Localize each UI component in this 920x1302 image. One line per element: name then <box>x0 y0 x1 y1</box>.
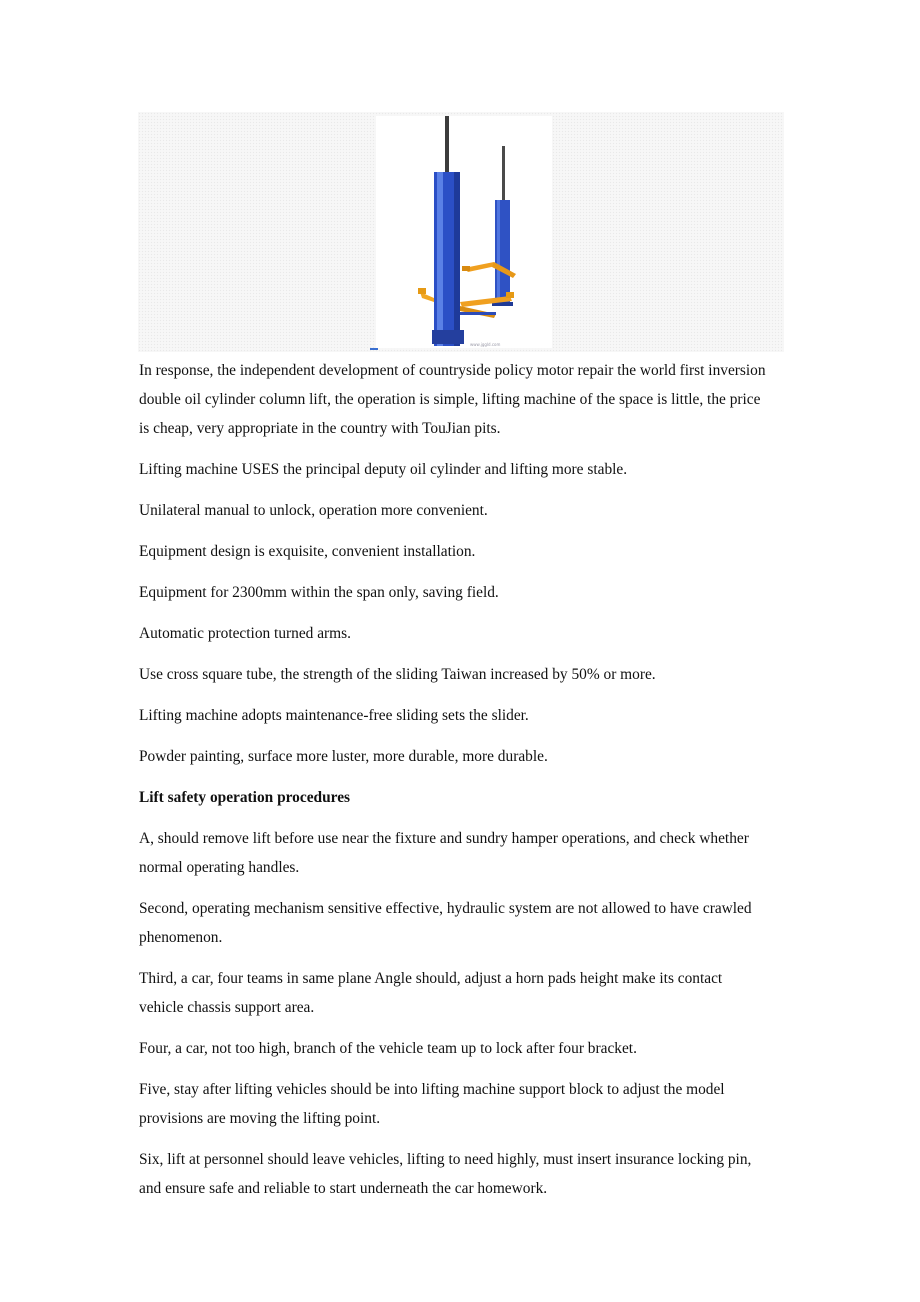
intro-paragraph: In response, the independent development of countryside policy motor repair the world first inversion double oil cylinder column lift, the operation is simple, lifting machine of the space is little, the price is cheap, very appropriate in the country with TouJian pits. <box>139 362 766 437</box>
procedure-paragraph: Five, stay after lifting vehicles should be into lifting machine support block to adjust the model provisions are moving the lifting point. <box>139 1081 725 1127</box>
image-marker <box>370 348 378 350</box>
feature-paragraph: Lifting machine adopts maintenance-free sliding sets the slider. <box>139 707 529 724</box>
procedure-paragraph: Second, operating mechanism sensitive effective, hydraulic system are not allowed to have crawled phenomenon. <box>139 900 752 946</box>
document-body <box>139 356 769 1215</box>
feature-paragraph: Lifting machine USES the principal deputy oil cylinder and lifting more stable. <box>139 461 628 478</box>
procedure-paragraph: Third, a car, four teams in same plane Angle should, adjust a horn pads height make its contact vehicle chassis support area. <box>139 970 723 1016</box>
procedure-paragraph: Six, lift at personnel should leave vehicles, lifting to need highly, must insert insurance locking pin, and ensure safe and reliable to start underneath the car homework. <box>139 1151 752 1197</box>
feature-paragraph: Equipment design is exquisite, convenient installation. <box>139 543 476 560</box>
feature-paragraph: Equipment for 2300mm within the span only, saving field. <box>139 584 499 601</box>
feature-paragraph: Use cross square tube, the strength of the sliding Taiwan increased by 50% or more. <box>139 666 656 683</box>
product-photo-frame <box>138 112 784 352</box>
two-post-lift-icon <box>376 116 552 348</box>
feature-paragraph: Powder painting, surface more luster, more durable, more durable. <box>139 748 548 765</box>
procedure-paragraph: Four, a car, not too high, branch of the vehicle team up to lock after four bracket. <box>139 1040 637 1057</box>
section-heading: Lift safety operation procedures <box>139 789 351 806</box>
feature-paragraph: Automatic protection turned arms. <box>139 625 351 642</box>
product-photo <box>376 116 552 348</box>
procedure-paragraph: A, should remove lift before use near the fixture and sundry hamper operations, and check whether normal operating handles. <box>139 830 749 876</box>
feature-paragraph: Unilateral manual to unlock, operation more convenient. <box>139 502 488 519</box>
watermark-text: www.jggld.com <box>470 342 501 347</box>
